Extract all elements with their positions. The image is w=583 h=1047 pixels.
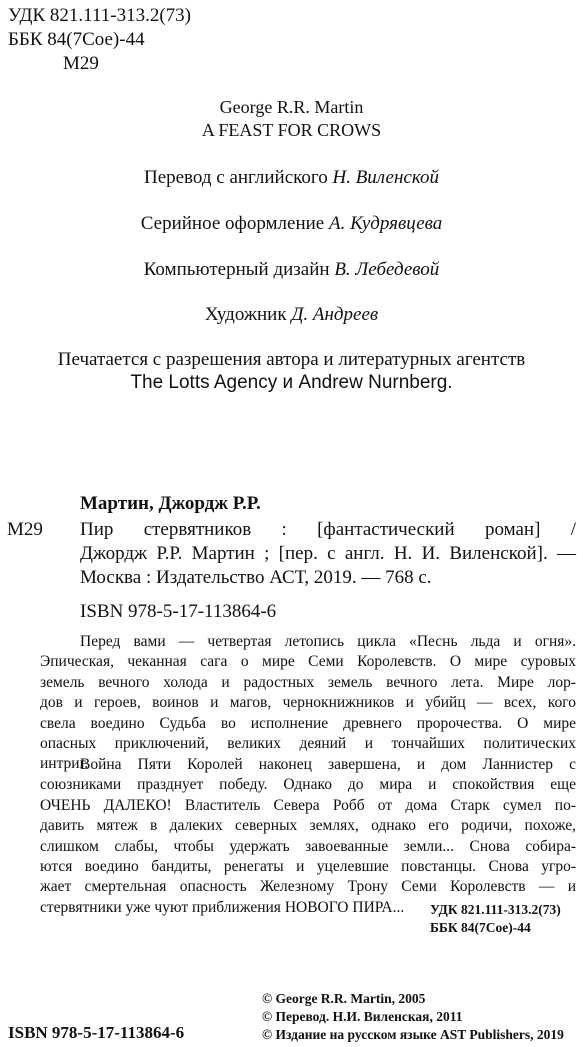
footer-udk: УДК 821.111-313.2(73) xyxy=(430,902,561,917)
abstract-paragraph-1 xyxy=(40,632,576,775)
classification-codes xyxy=(8,4,191,76)
footer-isbn: ISBN 978-5-17-113864-6 xyxy=(8,1023,185,1042)
udk-code: УДК 821.111-313.2(73) xyxy=(8,5,191,26)
abstract-line: земель вечного холода и радостных земель вечного лета. Мире лор- xyxy=(40,673,576,691)
abstract-line: жает смертельная опасность Железному Трону Семи Королевств — и xyxy=(40,878,576,896)
copyright-translation: © Перевод. Н.И. Виленская, 2011 xyxy=(262,1009,463,1024)
credit-series-design: Серийное оформление А. Кудрявцева xyxy=(140,213,443,234)
permission-line-2: The Lotts Agency и Andrew Nurnberg. xyxy=(130,372,453,393)
abstract-line: ОЧЕНЬ ДАЛЕКО! Властитель Севера Робб от дома Старк сумел по- xyxy=(40,796,576,814)
artist-name: Д. Андреев xyxy=(291,304,379,325)
bib-author: Мартин, Джордж Р.Р. xyxy=(80,493,261,514)
abstract-line: стервятники уже чуют приближения НОВОГО ПИРА... xyxy=(40,898,405,916)
original-author: George R.R. Martin xyxy=(219,97,364,117)
abstract-line: опасных приключений, великих деяний и тончайших политических xyxy=(40,735,576,753)
abstract-line: Эпическая, чеканная сага о мире Семи Королевств. О мире суровых xyxy=(40,653,576,671)
abstract-line: ются воедино бандиты, ренегаты и уцелевшие повстанцы. Снова угро- xyxy=(40,858,576,876)
credit-translator: Перевод с английского Н. Виленской xyxy=(143,167,440,188)
bib-line-3: Москва : Издательство АСТ, 2019. — 768 с. xyxy=(80,567,432,588)
permission-line-1: Печатается с разрешения автора и литературных агентств xyxy=(57,349,526,370)
credit-artist: Художник Д. Андреев xyxy=(204,304,379,325)
computer-designer-name: В. Лебедевой xyxy=(334,259,440,280)
abstract-line: союзниками празднует победу. Однако до мира и спокойствия еще xyxy=(40,776,576,794)
abstract-line: интриг. xyxy=(40,755,89,773)
copyright-author: © George R.R. Martin, 2005 xyxy=(262,991,426,1006)
copyright-edition: © Издание на русском языке AST Publishers, 2019 xyxy=(262,1027,564,1042)
bib-isbn: ISBN 978-5-17-113864-6 xyxy=(80,601,277,622)
abstract-line: свела воедино Судьба во исполнение древнего пророчества. О мире xyxy=(40,714,576,732)
abstract-line: Перед вами — четвертая летопись цикла «Песнь льда и огня». xyxy=(80,633,576,650)
abstract-line: дов и героев, воинов и магов, чернокнижников и убийц — всех, кого xyxy=(40,694,576,712)
bbk-code: ББК 84(7Сое)-44 xyxy=(8,29,145,50)
credit-computer-design: Компьютерный дизайн В. Лебедевой xyxy=(143,259,440,280)
series-designer-name: А. Кудрявцева xyxy=(329,213,443,234)
bib-line-1: Пир стервятников : [фантастический роман] / xyxy=(80,519,576,540)
abstract-line: давить мятеж в далеких северных землях, однако его родичи, похоже, xyxy=(40,817,576,835)
original-title: A FEAST FOR CROWS xyxy=(201,120,382,140)
abstract-paragraph-2 xyxy=(40,755,576,918)
author-mark: М29 xyxy=(63,53,99,74)
bib-author-mark: М29 xyxy=(7,519,43,540)
abstract-line: Война Пяти Королей наконец завершена, и дом Ланнистер с xyxy=(80,756,576,773)
abstract-line: слишком слабы, чтобы удержать завоеванные земли... Снова собира- xyxy=(40,837,576,855)
bib-line-2: Джордж Р.Р. Мартин ; [пер. с англ. Н. И. Виленской]. — xyxy=(80,543,576,564)
translator-name: Н. Виленской xyxy=(332,167,440,188)
footer-bbk: ББК 84(7Сое)-44 xyxy=(430,920,531,935)
